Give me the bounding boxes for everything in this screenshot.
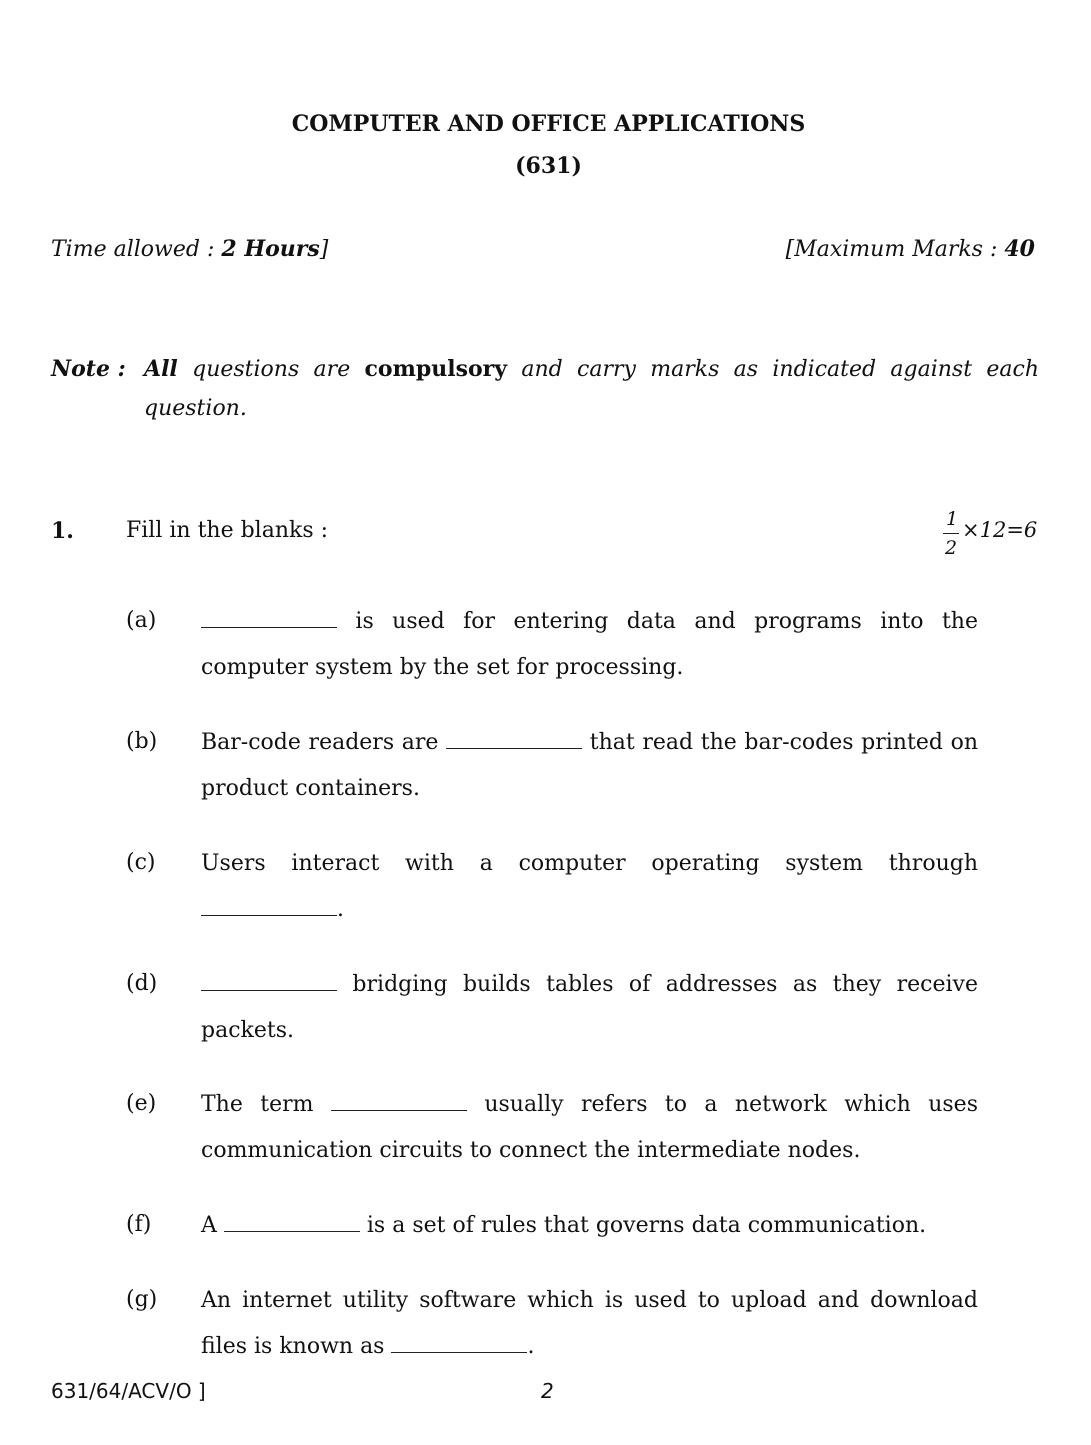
- item-letter-a: (a): [126, 608, 157, 633]
- item-letter-b: (b): [126, 729, 158, 754]
- item-letter-g: (g): [126, 1287, 158, 1312]
- footer-code: 631/64/ACV/O ]: [51, 1379, 206, 1403]
- blank-g: [391, 1332, 527, 1353]
- item-after-e: usually refers to a network which uses communication circuits to connect the intermediate nodes.: [201, 1092, 978, 1163]
- blank-d: [201, 970, 337, 991]
- marks-numerator: 1: [946, 508, 959, 530]
- marks-value: 40: [1004, 236, 1035, 262]
- note-text-1: questions are: [177, 357, 365, 382]
- time-allowed: [51, 236, 328, 262]
- time-label: Time allowed :: [51, 237, 222, 262]
- question-text: Fill in the blanks :: [126, 518, 329, 543]
- item-text-b: [201, 720, 978, 812]
- note-label: Note :: [51, 356, 126, 382]
- item-after-g: .: [527, 1334, 535, 1359]
- note-text-2: and carry marks as indicated against each question.: [144, 357, 1039, 421]
- item-text-f: [201, 1203, 978, 1249]
- item-after-c: .: [337, 897, 344, 922]
- note-text: [144, 350, 1039, 428]
- marks-label: [Maximum Marks :: [785, 237, 1005, 262]
- item-before-f: A: [201, 1213, 224, 1238]
- blank-b: [446, 728, 582, 749]
- time-close: ]: [319, 237, 329, 262]
- item-letter-c: (c): [126, 850, 156, 875]
- item-before-b: Bar-code readers are: [201, 730, 447, 755]
- maximum-marks: [786, 236, 1035, 262]
- fraction-bar: [943, 533, 959, 534]
- item-before-g: An internet utility software which is used to upload and download files is known as: [201, 1288, 978, 1359]
- blank-c: [201, 895, 337, 916]
- item-text-g: [201, 1278, 978, 1370]
- paper-title: COMPUTER AND OFFICE APPLICATIONS: [291, 111, 806, 137]
- item-letter-d: (d): [126, 971, 158, 996]
- item-after-d: bridging builds tables of addresses as they receive packets.: [201, 972, 978, 1043]
- item-letter-f: (f): [126, 1212, 152, 1237]
- blank-e: [331, 1090, 467, 1111]
- page-number: 2: [541, 1379, 554, 1403]
- note-all: All: [144, 356, 178, 382]
- marks-rest: ×12=6: [962, 518, 1038, 542]
- item-letter-e: (e): [126, 1091, 157, 1116]
- item-after-b: that read the bar-codes printed on product containers.: [201, 730, 978, 801]
- note-compulsory: compulsory: [364, 356, 508, 382]
- item-text-e: [201, 1082, 978, 1174]
- blank-f: [224, 1211, 360, 1232]
- time-value: 2 Hours: [221, 236, 320, 262]
- item-after-a: is used for entering data and programs into the computer system by the set for processing.: [201, 609, 978, 680]
- item-text-c: Users interact with a computer operating system through: [201, 851, 978, 876]
- item-text-d: [201, 962, 978, 1054]
- blank-a: [201, 607, 337, 628]
- item-before-e: The term: [201, 1092, 331, 1117]
- item-text-c-line2: [201, 887, 978, 933]
- marks-denominator: 2: [945, 537, 958, 559]
- question-number: 1.: [51, 518, 74, 544]
- item-after-f: is a set of rules that governs data communication.: [359, 1213, 927, 1238]
- item-text-a: [201, 599, 978, 691]
- paper-code: (631): [515, 153, 582, 179]
